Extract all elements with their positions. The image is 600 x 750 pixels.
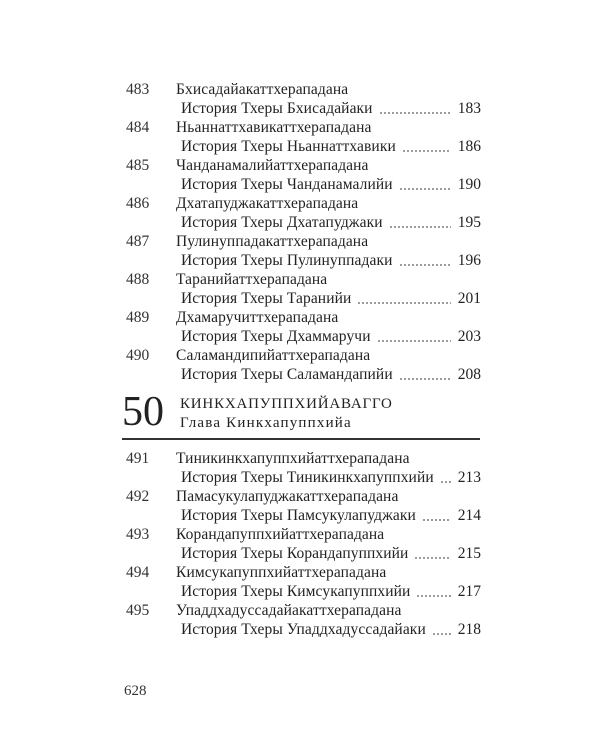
entry-russian-title: История Тхеры Пулинуппадаки [181, 252, 393, 269]
entry-number: 492 [126, 488, 150, 505]
entry-page-number: 201 [457, 290, 481, 307]
entry-page-number: 215 [457, 545, 481, 562]
entry-russian-title: История Тхеры Таранийи [181, 290, 352, 307]
dot-leader [399, 378, 451, 380]
entry-page-number: 203 [457, 328, 481, 345]
entry-russian-line [181, 506, 481, 525]
entry-page-number: 218 [457, 621, 481, 638]
entry-russian-title: История Тхеры Ньаннаттхавики [181, 138, 396, 155]
entry-pali-title: Пулинуппадакаттхерападана [176, 233, 369, 250]
entry-pali-title: Бхисадайакаттхерападана [176, 81, 349, 98]
dot-leader [432, 633, 451, 635]
dot-leader [377, 340, 451, 342]
entry-number: 484 [126, 119, 150, 136]
dot-leader [399, 264, 451, 266]
entry-russian-title: История Тхеры Дхатапуджаки [181, 214, 383, 231]
entry-russian-title: История Тхеры Дхаммаручи [181, 328, 371, 345]
entry-number: 485 [126, 157, 150, 174]
entry-number: 495 [126, 602, 150, 619]
entry-pali-title: Дхамаручиттхерападана [176, 309, 339, 326]
entry-russian-line [181, 289, 481, 308]
entry-russian-line [181, 544, 481, 563]
dot-leader [402, 150, 451, 152]
entry-russian-line [181, 327, 481, 346]
dot-leader [422, 519, 451, 521]
chapter-title-russian: Глава Кинкхапуппхийа [180, 415, 352, 431]
entry-number: 487 [126, 233, 150, 250]
entry-russian-line [181, 251, 481, 270]
entry-russian-line [181, 175, 481, 194]
entry-page-number: 214 [457, 507, 481, 524]
dot-leader [357, 302, 451, 304]
entry-page-number: 195 [457, 214, 481, 231]
entry-russian-line [181, 620, 481, 639]
entry-pali-title: Саламандипийаттхерападана [176, 347, 371, 364]
entry-russian-title: История Тхеры Саламандапийи [181, 366, 393, 383]
dot-leader [399, 188, 451, 190]
entry-pali-title: Ньаннаттхавикаттхерападана [176, 119, 372, 136]
entry-pali-title: Чанданамалийаттхерападана [176, 157, 369, 174]
entry-russian-title: История Тхеры Корандапуппхийи [181, 545, 409, 562]
dot-leader [389, 226, 451, 228]
entry-pali-title: Дхатапуджакаттхерападана [176, 195, 359, 212]
entry-russian-line [181, 468, 481, 487]
dot-leader [414, 557, 451, 559]
entry-russian-line [181, 99, 481, 118]
entry-pali-title: Корандапуппхийаттхерападана [176, 526, 385, 543]
entry-pali-title: Памасукулапуджакаттхерападана [176, 488, 399, 505]
entry-russian-line [181, 137, 481, 156]
entry-number: 490 [126, 347, 150, 364]
entry-russian-line [181, 365, 481, 384]
entry-russian-line [181, 213, 481, 232]
entry-pali-title: Кимсукапуппхийаттхерападана [176, 564, 387, 581]
chapter-title-pali: КИНКХАПУППХИЙАВАГГО [180, 396, 393, 412]
entry-russian-title: История Тхеры Упаддхадуссадайаки [181, 621, 426, 638]
entry-number: 491 [126, 450, 150, 467]
entry-number: 486 [126, 195, 150, 212]
entry-page-number: 213 [457, 469, 481, 486]
entry-number: 493 [126, 526, 150, 543]
entry-russian-title: История Тхеры Тиникинкхапуппхийи [181, 469, 434, 486]
chapter-rule [122, 438, 480, 440]
entry-page-number: 183 [457, 100, 481, 117]
folio-page-number: 628 [124, 683, 147, 699]
entry-page-number: 208 [457, 366, 481, 383]
entry-number: 488 [126, 271, 150, 288]
entry-pali-title: Тиникинкхапуппхийаттхерападана [176, 450, 410, 467]
dot-leader [416, 595, 451, 597]
entry-russian-title: История Тхеры Бхисадайаки [181, 100, 373, 117]
entry-russian-line [181, 582, 481, 601]
chapter-number: 50 [122, 389, 164, 435]
entry-page-number: 190 [457, 176, 481, 193]
entry-russian-title: История Тхеры Чанданамалийи [181, 176, 393, 193]
entry-page-number: 186 [457, 138, 481, 155]
entry-russian-title: История Тхеры Кимсукапуппхийи [181, 583, 411, 600]
entry-number: 489 [126, 309, 150, 326]
dot-leader [440, 481, 451, 483]
entry-pali-title: Таранийаттхерападана [176, 271, 328, 288]
entry-number: 494 [126, 564, 150, 581]
entry-number: 483 [126, 81, 150, 98]
dot-leader [379, 112, 451, 114]
entry-page-number: 217 [457, 583, 481, 600]
entry-pali-title: Упаддхадуссадайакаттхерападана [176, 602, 402, 619]
chapter-heading [122, 388, 480, 440]
entry-page-number: 196 [457, 252, 481, 269]
entry-russian-title: История Тхеры Памсукулапуджаки [181, 507, 416, 524]
